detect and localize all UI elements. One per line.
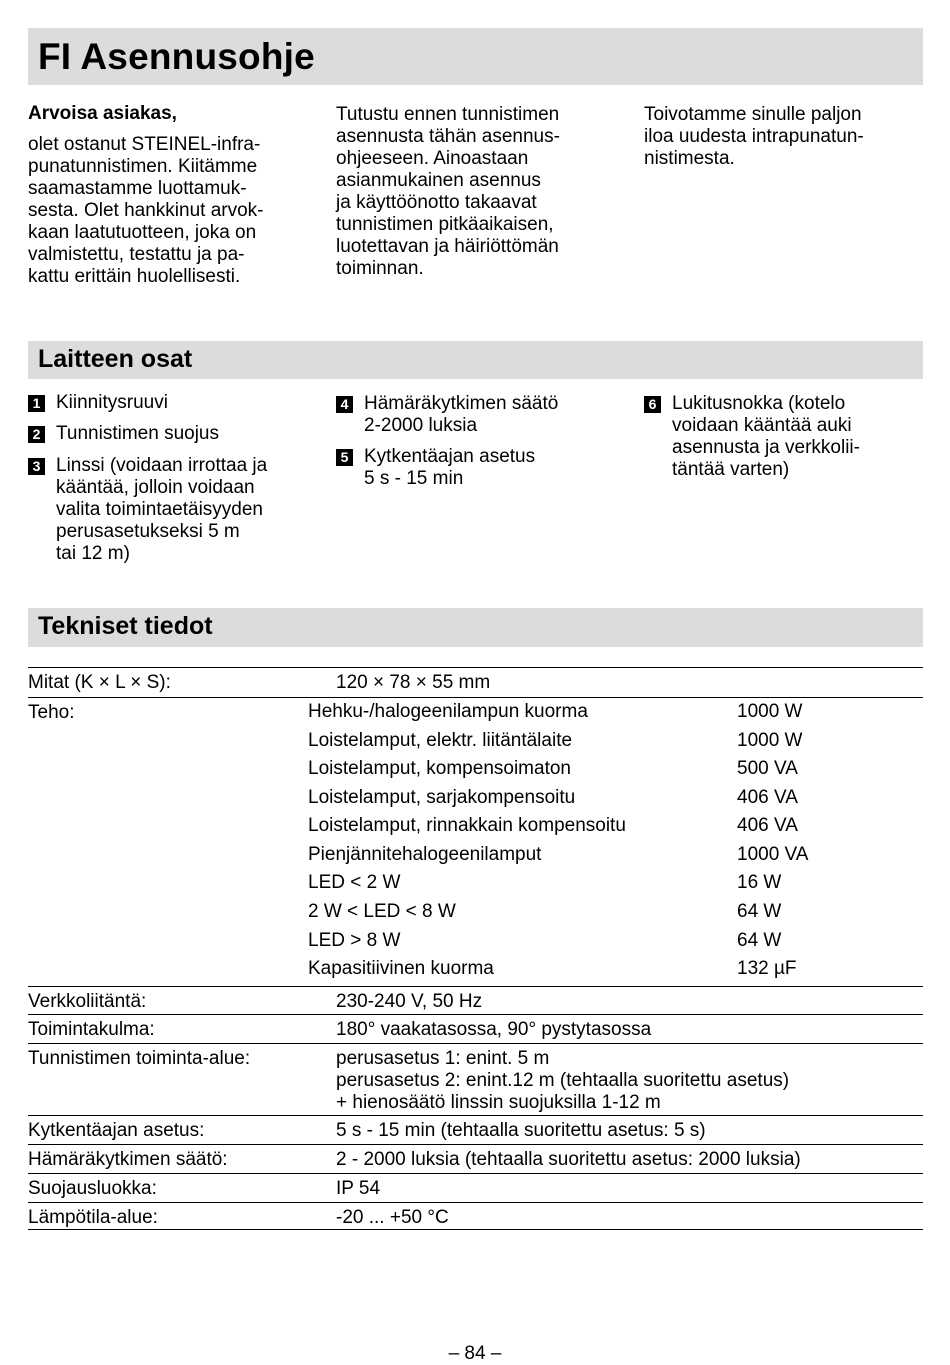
part-text: Tunnistimen suojus <box>56 423 219 444</box>
greeting: Arvoisa asiakas, <box>28 103 177 124</box>
power-item-value: 64 W <box>737 901 782 922</box>
power-item-name: LED < 2 W <box>308 872 401 893</box>
tech-label: Verkkoliitäntä: <box>28 991 147 1012</box>
power-item-value: 1000 W <box>737 701 803 722</box>
tech-value: perusasetus 1: enint. 5 m perusasetus 2: enint.12 m (tehtaalla suoritettu asetus) + hienosäätö linssin suojuksilla 1-12 m <box>336 1048 790 1113</box>
power-item-name: Loistelamput, kompensoimaton <box>308 758 571 779</box>
title-band <box>28 28 923 85</box>
tech-band <box>28 608 923 647</box>
tech-row-mains <box>28 986 923 1014</box>
power-item-value: 132 µF <box>737 958 797 979</box>
part-number-badge: 6 <box>644 396 661 413</box>
tech-row-twilight <box>28 1144 923 1173</box>
tech-row-dimensions <box>28 667 923 697</box>
table-bottom-rule <box>28 1229 923 1230</box>
power-item-value: 1000 W <box>737 730 803 751</box>
power-item-name: Loistelamput, sarjakompensoitu <box>308 787 576 808</box>
tech-value: 5 s - 15 min (tehtaalla suoritettu asetus: 5 s) <box>336 1120 706 1141</box>
power-item-name: Kapasitiivinen kuorma <box>308 958 494 979</box>
part-number-badge: 1 <box>28 395 45 412</box>
parts-heading: Laitteen osat <box>38 345 193 373</box>
tech-row-angle <box>28 1014 923 1043</box>
power-item-value: 64 W <box>737 930 782 951</box>
tech-label: Toimintakulma: <box>28 1019 155 1040</box>
tech-value: 230-240 V, 50 Hz <box>336 991 483 1012</box>
tech-label: Tunnistimen toiminta-alue: <box>28 1048 251 1069</box>
power-item-name: Loistelamput, elektr. liitäntälaite <box>308 730 573 751</box>
part-number-badge: 2 <box>28 426 45 443</box>
tech-label: Kytkentäajan asetus: <box>28 1120 205 1141</box>
tech-label: Hämäräkytkimen säätö: <box>28 1149 228 1170</box>
power-item-value: 1000 VA <box>737 844 809 865</box>
part-text: Hämäräkytkimen säätö 2-2000 luksia <box>364 393 559 436</box>
parts-band <box>28 341 923 379</box>
intro-column-1 <box>28 103 308 288</box>
tech-value: -20 ... +50 °C <box>336 1207 449 1228</box>
tech-value: IP 54 <box>336 1178 381 1199</box>
tech-label: Mitat (K × L × S): <box>28 672 171 693</box>
tech-row-protection <box>28 1173 923 1202</box>
tech-value: 180° vaakatasossa, 90° pystytasossa <box>336 1019 652 1040</box>
tech-row-time <box>28 1115 923 1144</box>
power-item-name: Loistelamput, rinnakkain kompensoitu <box>308 815 626 836</box>
part-text: Lukitusnokka (kotelo voidaan kääntää auki asennusta ja verkkolii- täntää varten) <box>672 393 860 480</box>
intro-text-2: Tutustu ennen tunnistimen asennusta tähän asennus- ohjeeseen. Ainoastaan asianmukainen asennus ja käyttöönotto takaavat tunnistimen pitkäaikaisen, luotettavan ja häiriöttömän toiminnan. <box>336 104 560 279</box>
tech-label: Lämpötila-alue: <box>28 1207 158 1228</box>
intro-text-1: olet ostanut STEINEL-infra- punatunnistimen. Kiitämme saamastamme luottamuk- sesta. Olet hankkinut arvok- kaan laatutuotteen, joka on valmistettu, testattu ja pa- kattu erittäin huolellisesti. <box>28 134 264 287</box>
power-item-name: Pienjännitehalogeenilamput <box>308 844 542 865</box>
power-item-value: 406 VA <box>737 815 798 836</box>
part-number-badge: 4 <box>336 396 353 413</box>
intro-text-3: Toivotamme sinulle paljon iloa uudesta intrapunatun- nistimesta. <box>644 104 864 169</box>
power-item-value: 16 W <box>737 872 782 893</box>
tech-value: 120 × 78 × 55 mm <box>336 672 491 693</box>
power-item-name: LED > 8 W <box>308 930 401 951</box>
power-item-name: 2 W < LED < 8 W <box>308 901 456 922</box>
power-item-name: Hehku-/halogeenilampun kuorma <box>308 701 588 722</box>
tech-label: Teho: <box>28 702 75 723</box>
part-number-badge: 3 <box>28 458 45 475</box>
part-text: Kytkentäajan asetus 5 s - 15 min <box>364 446 536 489</box>
tech-heading: Tekniset tiedot <box>38 612 213 640</box>
tech-row-temperature <box>28 1202 923 1230</box>
tech-row-range <box>28 1043 923 1115</box>
power-item-value: 406 VA <box>737 787 798 808</box>
power-item-value: 500 VA <box>737 758 798 779</box>
tech-label: Suojausluokka: <box>28 1178 157 1199</box>
part-text: Kiinnitysruuvi <box>56 392 168 413</box>
part-text: Linssi (voidaan irrottaa ja kääntää, jolloin voidaan valita toimintaetäisyyden perusasetukseksi 5 m tai 12 m) <box>56 455 268 564</box>
tech-value: 2 - 2000 luksia (tehtaalla suoritettu asetus: 2000 luksia) <box>336 1149 801 1170</box>
page-title: FI Asennusohje <box>38 36 315 77</box>
part-number-badge: 5 <box>336 449 353 466</box>
page-number: – 84 – <box>448 1343 502 1364</box>
